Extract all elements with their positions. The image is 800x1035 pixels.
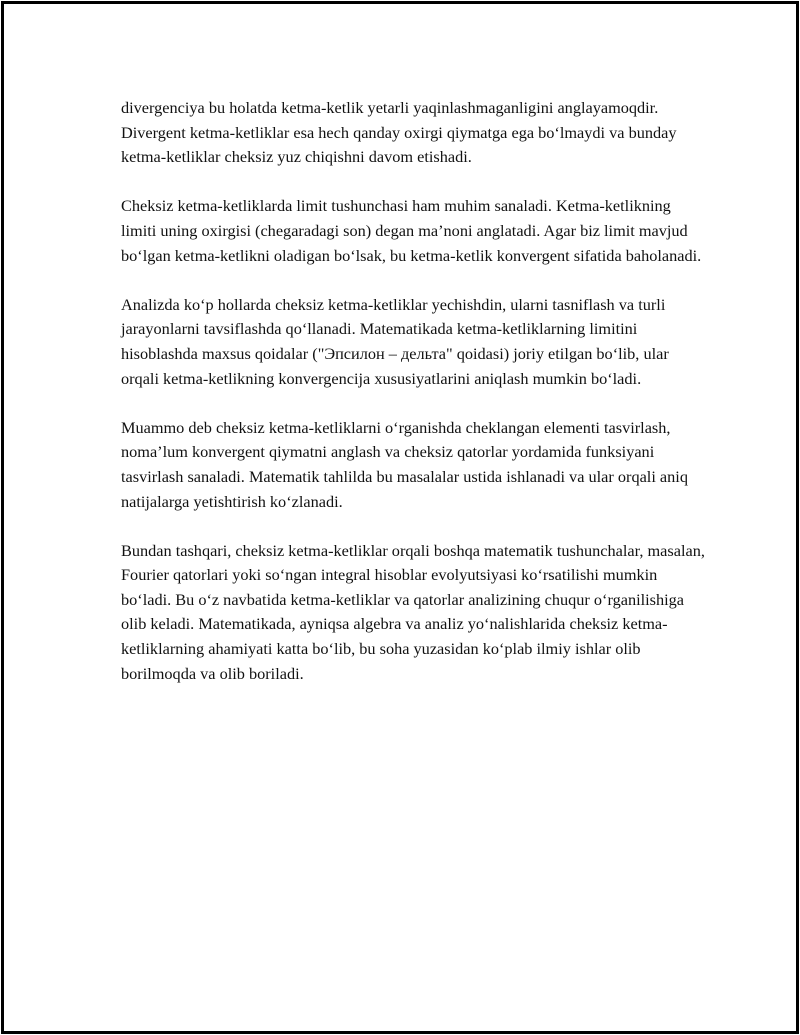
paragraph-2: Cheksiz ketma-ketliklarda limit tushunchasi ham muhim sanaladi. Ketma-ketlikning limiti uning oxirgisi (chegaradagi son) degan ma’noni anglatadi. Agar biz limit mavjud bo‘lgan ketma-ketlikni oladigan bo‘lsak, bu ketma-ketlik konvergent sifatida baholanadi. bbox=[121, 196, 702, 265]
paragraph-1: divergenciya bu holatda ketma-ketlik yetarli yaqinlashmaganligini anglayamoqdir. Divergent ketma-ketliklar esa hech qanday oxirgi qiymatga ega bo‘lmaydi va bunday ketma-ketliklar cheksiz yuz chiqishni davom etishadi. bbox=[121, 98, 677, 167]
paragraph-4: Muammo deb cheksiz ketma-ketliklarni o‘rganishda cheklangan elementi tasvirlash, noma’lum konvergent qiymatni anglash va cheksiz qatorlar yordamida funksiyani tasvirlash sanaladi. Matematik tahlilda bu masalalar ustida ishlanadi va ular orqali aniq natijalarga yetishtirish ko‘zlanadi. bbox=[121, 417, 688, 511]
page-frame bbox=[1, 1, 799, 1034]
paragraph-3: Analizda ko‘p hollarda cheksiz ketma-ketliklar yechishdin, ularni tasniflash va turli jarayonlarni tavsiflashda qo‘llanadi. Matematikada ketma-ketliklarning limitini hisoblashda maxsus qoidalar ("Эпсилон – дельта" qoidasi) joriy etilgan bo‘lib, ular orqali ketma-ketlikning konvergencija xususiyatlarini aniqlash mumkin bo‘ladi. bbox=[121, 294, 669, 388]
document-body bbox=[121, 96, 706, 711]
paragraph-5: Bundan tashqari, cheksiz ketma-ketliklar orqali boshqa matematik tushunchalar, masalan, Fourier qatorlari yoki so‘ngan integral hisoblar evolyutsiyasi ko‘rsatilishi mumkin bo‘ladi. Bu o‘z navbatida ketma-ketliklar va qatorlar analizining chuqur o‘rganilishiga olib keladi. Matematikada, ayniqsa algebra va analiz yo‘nalishlarida cheksiz ketma-ketliklarning ahamiyati katta bo‘lib, bu soha yuzasidan ko‘plab ilmiy ishlar olib borilmoqda va olib boriladi. bbox=[121, 540, 705, 683]
